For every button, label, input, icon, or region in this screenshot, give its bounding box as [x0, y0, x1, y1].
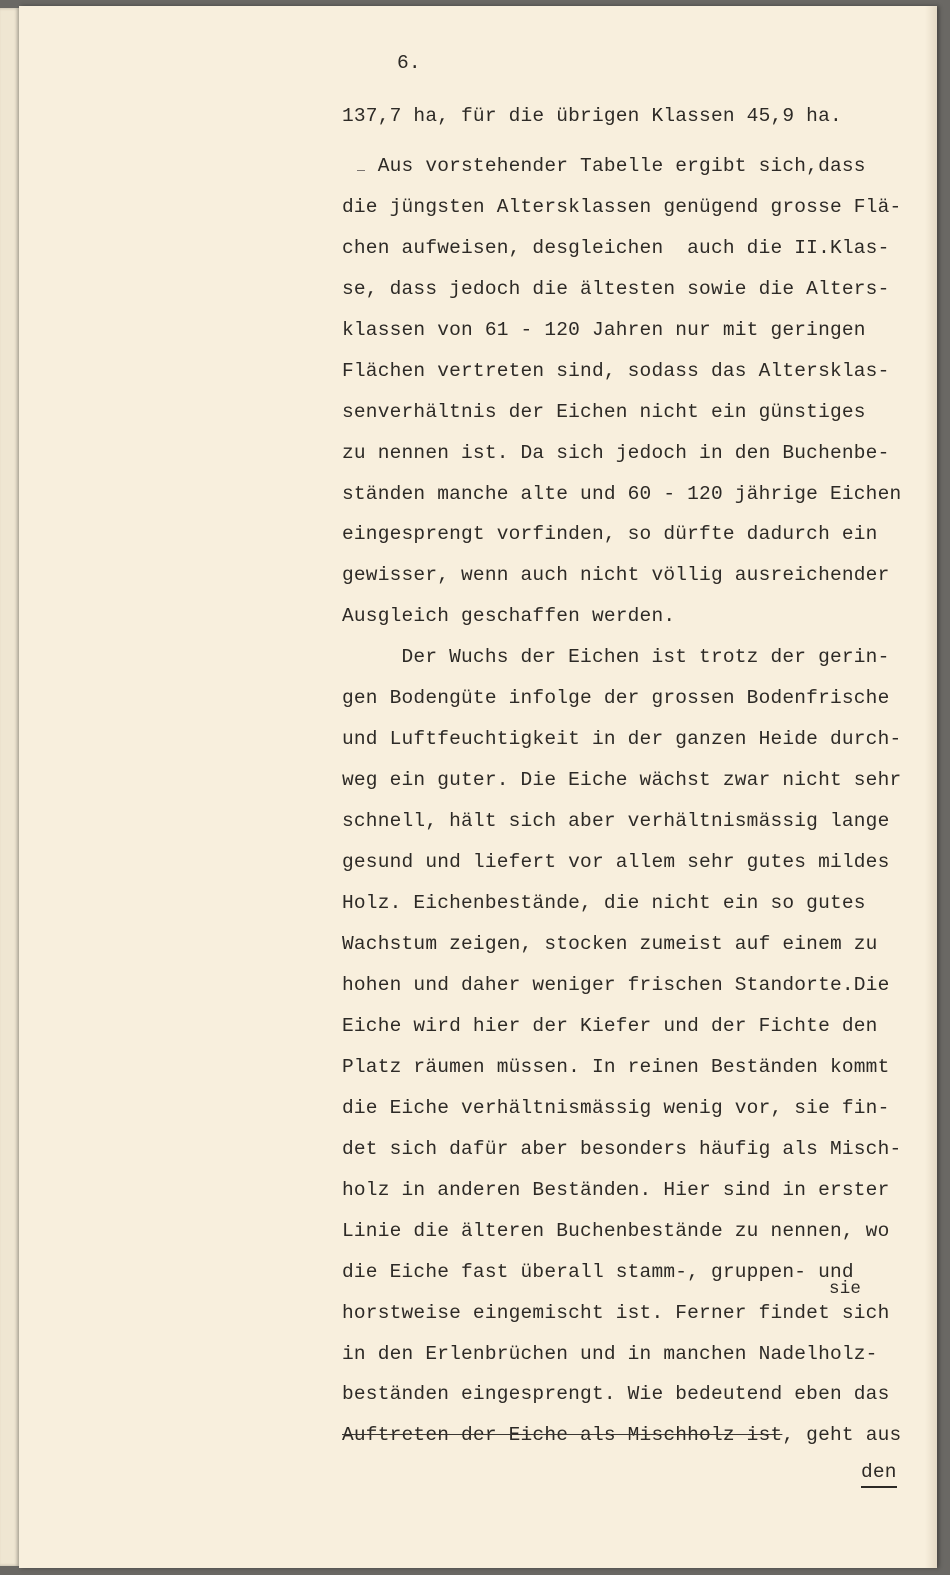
text-line: gewisser, wenn auch nicht völlig ausreichender [342, 564, 890, 586]
text-line: se, dass jedoch die ältesten sowie die Alters- [342, 278, 890, 300]
interlinear-insertion: sie [829, 1279, 862, 1299]
text-line: eingesprengt vorfinden, so dürfte dadurch ein [342, 523, 878, 545]
text-line: senverhältnis der Eichen nicht ein günstiges [342, 401, 866, 423]
text-line: holz in anderen Beständen. Hier sind in erster [342, 1179, 890, 1201]
text-line: Wachstum zeigen, stocken zumeist auf einem zu [342, 933, 878, 955]
page-right-edge [925, 6, 937, 1568]
catchword: den [861, 1463, 897, 1488]
text-line: in den Erlenbrüchen und in manchen Nadelholz- [342, 1343, 878, 1365]
text-line: gesund und liefert vor allem sehr gutes mildes [342, 851, 890, 873]
text-line: Holz. Eichenbestände, die nicht ein so gutes [342, 892, 866, 914]
line-continuation: , geht aus [782, 1424, 902, 1446]
text-line: klassen von 61 - 120 Jahren nur mit geringen [342, 319, 866, 341]
text-line: weg ein guter. Die Eiche wächst zwar nicht sehr [342, 769, 902, 791]
text-line: beständen eingesprengt. Wie bedeutend eben das [342, 1383, 890, 1405]
text-line: Eiche wird hier der Kiefer und der Fichte den [342, 1015, 878, 1037]
text-line: 137,7 ha, für die übrigen Klassen 45,9 ha. [342, 105, 842, 127]
text-line: Linie die älteren Buchenbestände zu nennen, wo [342, 1220, 890, 1242]
text-line: gen Bodengüte infolge der grossen Bodenfrische [342, 687, 890, 709]
text-line: ständen manche alte und 60 - 120 jährige Eichen [342, 483, 902, 505]
text-line: horstweise eingemischt ist. Ferner findet sich [342, 1302, 890, 1324]
text-line: Ausgleich geschaffen werden. [342, 605, 676, 627]
previous-page-edge [0, 8, 19, 1566]
struck-through-text: Auftreten der Eiche als Mischholz ist [342, 1424, 783, 1446]
struck-text-line [342, 1426, 901, 1446]
text-line: und Luftfeuchtigkeit in der ganzen Heide durch- [342, 728, 902, 750]
page-number: 6. [397, 52, 421, 74]
text-line: die Eiche fast überall stamm-, gruppen- und [342, 1261, 854, 1283]
document-page [19, 6, 937, 1568]
text-line: Platz räumen müssen. In reinen Beständen kommt [342, 1056, 890, 1078]
text-line: zu nennen ist. Da sich jedoch in den Buchenbe- [342, 442, 890, 464]
text-line: die jüngsten Altersklassen genügend grosse Flä- [342, 196, 902, 218]
text-line: schnell, hält sich aber verhältnismässig lange [342, 810, 890, 832]
text-line: die Eiche verhältnismässig wenig vor, sie fin- [342, 1097, 890, 1119]
text-line: det sich dafür aber besonders häufig als Misch- [342, 1138, 902, 1160]
text-line: Der Wuchs der Eichen ist trotz der gerin- [342, 646, 890, 668]
text-line: Aus vorstehender Tabelle ergibt sich,dass [342, 155, 866, 177]
text-line: chen aufweisen, desgleichen auch die II.Klas- [342, 237, 890, 259]
text-line: Flächen vertreten sind, sodass das Altersklas- [342, 360, 890, 382]
text-line: hohen und daher weniger frischen Standorte.Die [342, 974, 890, 996]
